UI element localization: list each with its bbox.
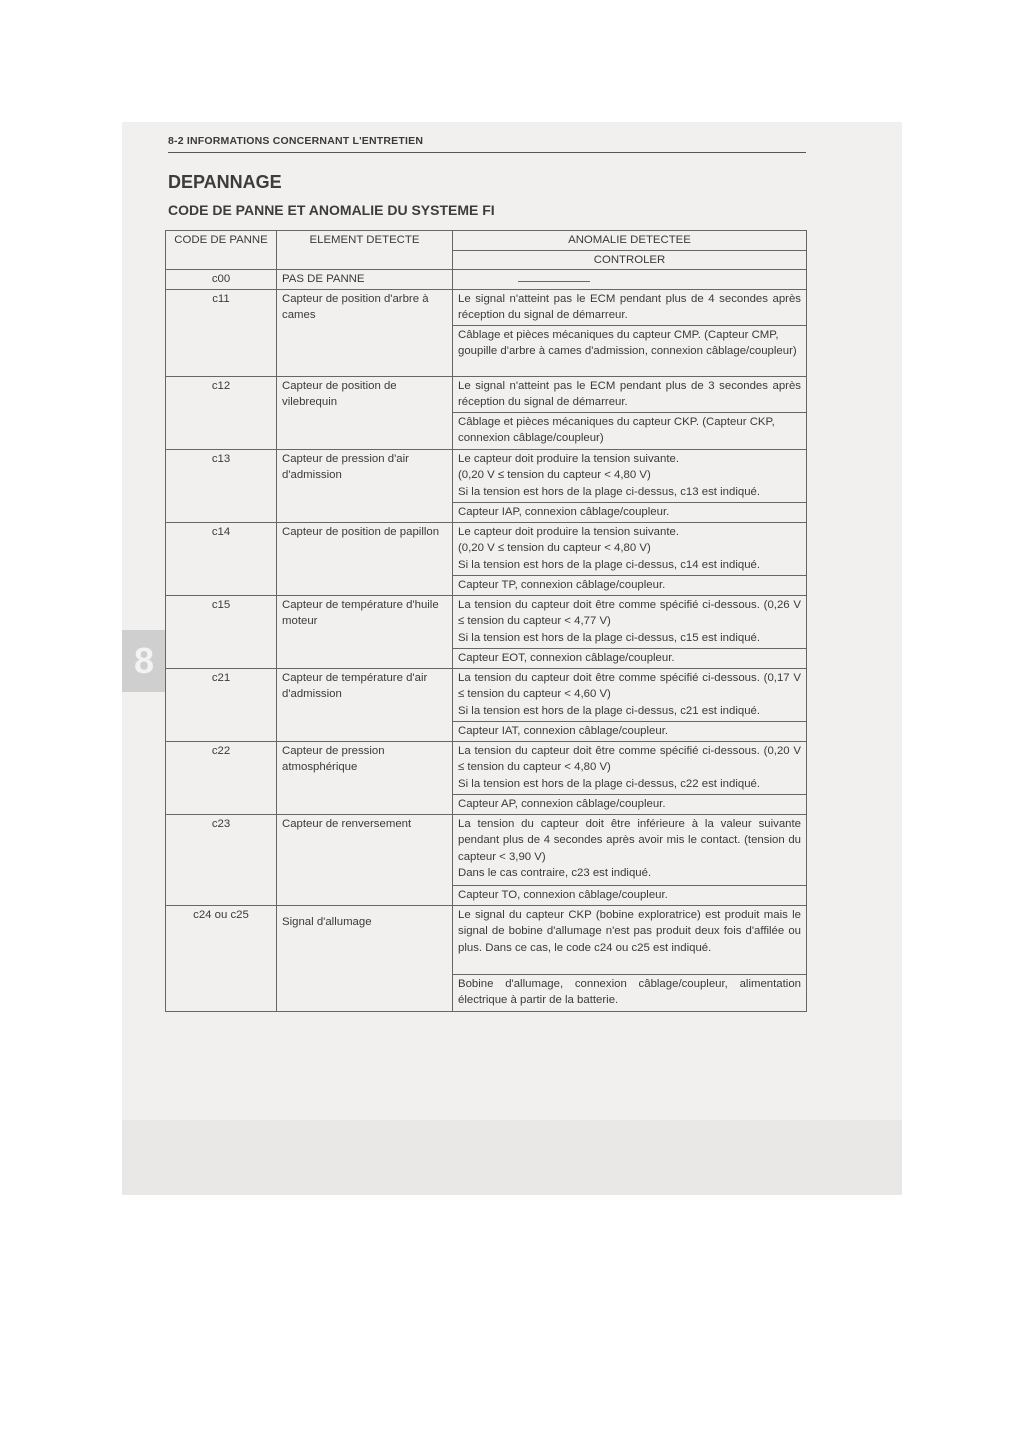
row-code: c22	[166, 741, 277, 814]
anomaly-line: Dans le cas contraire, c23 est indiqué.	[458, 867, 652, 879]
row-anomaly	[453, 449, 807, 502]
running-header: 8-2 INFORMATIONS CONCERNANT L'ENTRETIEN	[168, 135, 424, 147]
row-anomaly	[453, 668, 807, 721]
anomaly-line: Si la tension est hors de la plage ci-dessus, c14 est indiqué.	[458, 558, 761, 571]
table-row	[166, 595, 807, 648]
anomaly-line: La tension du capteur doit être comme spécifié ci-dessous. (0,26 V ≤ tension du capteur < 4,77 V)	[458, 598, 801, 627]
subsection-title: CODE DE PANNE ET ANOMALIE DU SYSTEME FI	[168, 202, 495, 218]
scan-bottom-shade	[122, 1120, 902, 1195]
row-control: Bobine d'allumage, connexion câblage/coupleur, alimentation électrique à partir de la batterie.	[453, 974, 807, 1011]
anomaly-line: (0,20 V ≤ tension du capteur < 4,80 V)	[458, 542, 651, 554]
row-element: Capteur de pression d'air d'admission	[277, 449, 453, 522]
header-element: ELEMENT DETECTE	[277, 231, 453, 270]
row-anomaly	[453, 814, 807, 885]
fault-code-table	[165, 230, 807, 1012]
row-code: c14	[166, 522, 277, 595]
row-element: Capteur de température d'huile moteur	[277, 595, 453, 668]
row-anomaly	[453, 741, 807, 794]
table-row	[166, 449, 807, 502]
header-anomaly: ANOMALIE DETECTEE	[453, 231, 807, 251]
anomaly-line: Le capteur doit produire la tension suivante.	[458, 525, 679, 538]
row-element: Capteur de renversement	[277, 814, 453, 905]
header-control: CONTROLER	[453, 250, 807, 270]
anomaly-line: Si la tension est hors de la plage ci-dessus, c21 est indiqué.	[458, 704, 761, 717]
row-element: Capteur de position d'arbre à cames	[277, 289, 453, 376]
header-rule	[168, 152, 806, 153]
row-code: c24 ou c25	[166, 905, 277, 1011]
row-element: Capteur de pression atmosphérique	[277, 741, 453, 814]
row-code: c00	[166, 270, 277, 290]
row-code: c12	[166, 376, 277, 449]
row-empty-anomaly	[453, 270, 807, 290]
row-code: c13	[166, 449, 277, 522]
table-row	[166, 905, 807, 974]
row-control: Capteur TP, connexion câblage/coupleur.	[453, 575, 807, 595]
table-row	[166, 668, 807, 721]
row-element: Capteur de position de papillon	[277, 522, 453, 595]
row-control: Capteur EOT, connexion câblage/coupleur.	[453, 648, 807, 668]
empty-dash	[518, 273, 590, 282]
table-row	[166, 376, 807, 412]
row-control: Capteur IAP, connexion câblage/coupleur.	[453, 502, 807, 522]
header-code: CODE DE PANNE	[166, 231, 277, 270]
anomaly-line: Le capteur doit produire la tension suivante.	[458, 452, 679, 465]
chapter-side-tab: 8	[122, 630, 166, 692]
row-control: Capteur TO, connexion câblage/coupleur.	[453, 885, 807, 905]
row-control: Câblage et pièces mécaniques du capteur CMP. (Capteur CMP, goupille d'arbre à cames d'admission, connexion câblage/coupleur)	[453, 325, 807, 376]
anomaly-line: La tension du capteur doit être comme spécifié ci-dessous. (0,20 V ≤ tension du capteur < 4,80 V)	[458, 744, 801, 773]
row-control: Capteur IAT, connexion câblage/coupleur.	[453, 721, 807, 741]
anomaly-line: Si la tension est hors de la plage ci-dessus, c13 est indiqué.	[458, 485, 761, 498]
table-row	[166, 270, 807, 290]
row-code: c15	[166, 595, 277, 668]
row-anomaly: Le signal n'atteint pas le ECM pendant plus de 3 secondes après réception du signal de démarreur.	[453, 376, 807, 412]
row-element: Signal d'allumage	[277, 905, 453, 1011]
row-anomaly	[453, 522, 807, 575]
anomaly-line: (0,20 V ≤ tension du capteur < 4,80 V)	[458, 469, 651, 481]
row-element: Capteur de température d'air d'admission	[277, 668, 453, 741]
row-code: c11	[166, 289, 277, 376]
row-element: PAS DE PANNE	[277, 270, 453, 290]
anomaly-line: Si la tension est hors de la plage ci-dessus, c15 est indiqué.	[458, 631, 761, 644]
row-anomaly: Le signal du capteur CKP (bobine exploratrice) est produit mais le signal de bobine d'allumage n'est pas produit deux fois d'affilée ou plus. Dans ce cas, le code c24 ou c25 est indiqué.	[453, 905, 807, 974]
anomaly-line: La tension du capteur doit être comme spécifié ci-dessous. (0,17 V ≤ tension du capteur < 4,60 V)	[458, 671, 801, 700]
table-row	[166, 522, 807, 575]
row-control: Capteur AP, connexion câblage/coupleur.	[453, 794, 807, 814]
row-control: Câblage et pièces mécaniques du capteur CKP. (Capteur CKP, connexion câblage/coupleur)	[453, 412, 807, 449]
row-code: c21	[166, 668, 277, 741]
table-row	[166, 814, 807, 885]
row-anomaly: Le signal n'atteint pas le ECM pendant plus de 4 secondes après réception du signal de démarreur.	[453, 289, 807, 325]
row-element: Capteur de position de vilebrequin	[277, 376, 453, 449]
table-row	[166, 289, 807, 325]
row-code: c23	[166, 814, 277, 905]
anomaly-line: Si la tension est hors de la plage ci-dessus, c22 est indiqué.	[458, 777, 761, 790]
anomaly-line: La tension du capteur doit être inférieure à la valeur suivante pendant plus de 4 secondes après avoir mis le contact. (tension du capteur < 3,90 V)	[458, 817, 801, 863]
section-title: DEPANNAGE	[168, 172, 282, 192]
row-anomaly	[453, 595, 807, 648]
table-row	[166, 741, 807, 794]
